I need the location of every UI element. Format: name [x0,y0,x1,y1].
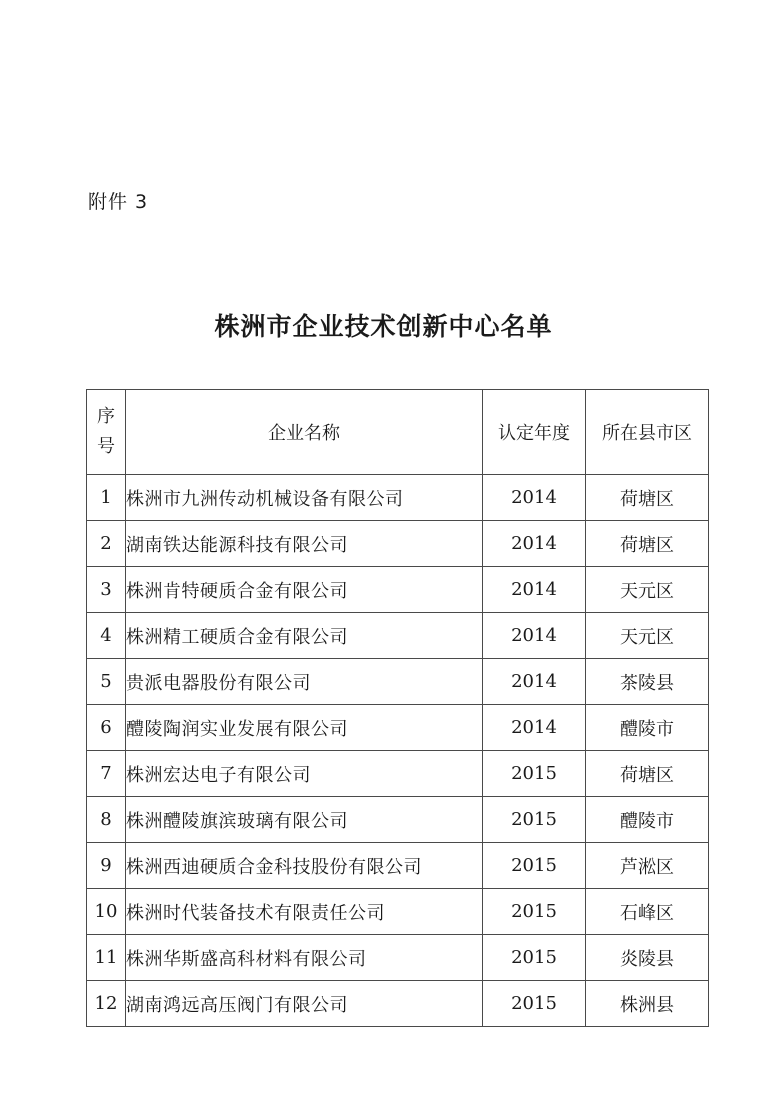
row-seq: 4 [87,613,126,659]
row-company-name: 株洲时代装备技术有限责任公司 [126,889,483,935]
row-company-name: 湖南鸿远高压阀门有限公司 [126,981,483,1027]
row-district: 荷塘区 [586,521,709,567]
row-company-name: 株洲市九洲传动机械设备有限公司 [126,475,483,521]
row-district: 炎陵县 [586,935,709,981]
row-district: 天元区 [586,613,709,659]
row-seq: 12 [87,981,126,1027]
row-seq: 6 [87,705,126,751]
table-header [87,390,709,475]
row-company-name: 株洲华斯盛高科材料有限公司 [126,935,483,981]
row-year: 2014 [483,613,586,659]
row-company-name: 贵派电器股份有限公司 [126,659,483,705]
table-row [87,475,709,521]
row-company-name: 湖南铁达能源科技有限公司 [126,521,483,567]
row-seq: 2 [87,521,126,567]
header-year: 认定年度 [483,390,586,475]
row-district: 醴陵市 [586,705,709,751]
row-year: 2014 [483,475,586,521]
row-seq: 10 [87,889,126,935]
row-company-name: 株洲精工硬质合金有限公司 [126,613,483,659]
table-row [87,935,709,981]
table-row [87,567,709,613]
page-title: 株洲市企业技术创新中心名单 [214,312,553,341]
row-seq: 11 [87,935,126,981]
row-district: 石峰区 [586,889,709,935]
table-body [87,475,709,1027]
row-district: 荷塘区 [586,751,709,797]
attachment-label: 附件 3 [88,191,149,213]
row-district: 芦淞区 [586,843,709,889]
row-year: 2014 [483,705,586,751]
row-seq: 3 [87,567,126,613]
table-row [87,751,709,797]
row-company-name: 株洲肯特硬质合金有限公司 [126,567,483,613]
row-district: 天元区 [586,567,709,613]
table-row [87,659,709,705]
table-row [87,521,709,567]
header-name: 企业名称 [126,390,483,475]
row-year: 2014 [483,659,586,705]
table-row [87,843,709,889]
row-district: 荷塘区 [586,475,709,521]
header-seq-bottom: 号 [97,436,115,457]
row-company-name: 株洲宏达电子有限公司 [126,751,483,797]
row-seq: 1 [87,475,126,521]
row-year: 2015 [483,797,586,843]
row-company-name: 株洲醴陵旗滨玻璃有限公司 [126,797,483,843]
row-year: 2015 [483,981,586,1027]
table-row [87,613,709,659]
row-district: 茶陵县 [586,659,709,705]
row-seq: 7 [87,751,126,797]
row-seq: 9 [87,843,126,889]
header-seq [87,390,126,475]
row-seq: 5 [87,659,126,705]
table-row [87,889,709,935]
row-district: 醴陵市 [586,797,709,843]
row-company-name: 株洲西迪硬质合金科技股份有限公司 [126,843,483,889]
row-year: 2015 [483,935,586,981]
row-seq: 8 [87,797,126,843]
row-year: 2015 [483,843,586,889]
header-district: 所在县市区 [586,390,709,475]
row-year: 2015 [483,751,586,797]
header-seq-top: 序 [97,406,115,427]
row-year: 2015 [483,889,586,935]
enterprise-table [86,389,709,1027]
row-year: 2014 [483,567,586,613]
table-row [87,797,709,843]
row-district: 株洲县 [586,981,709,1027]
table-row [87,981,709,1027]
row-company-name: 醴陵陶润实业发展有限公司 [126,705,483,751]
table-row [87,705,709,751]
row-year: 2014 [483,521,586,567]
